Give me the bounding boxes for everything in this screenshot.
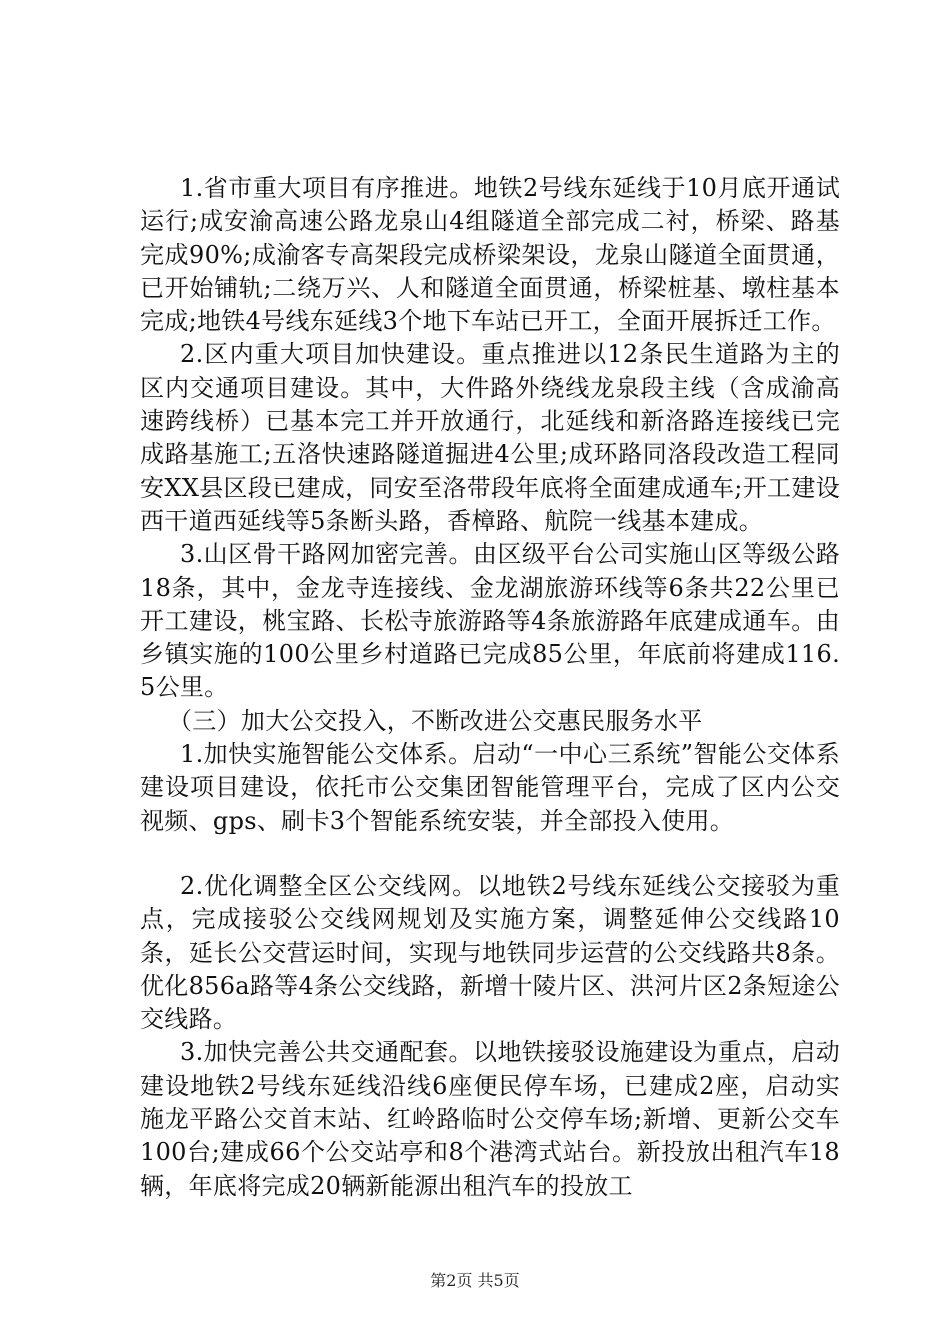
page-number-footer: 第2页 共5页	[430, 1271, 520, 1290]
paragraph-district-projects: 2.区内重大项目加快建设。重点推进以12条民生道路为主的区内交通项目建设。其中，大件路外绕线龙泉段主线（含成渝高速跨线桥）已基本完工并开放通行，北延线和新洛路连接线已完成路基施工;五洛快速路隧道掘进4公里;成环路同洛段改造工程同安XX县区段已建成，同安至洛带段年底将全面建成通车;开工建设西干道西延线等5条断头路，香樟路、航院一线基本建成。	[140, 340, 840, 535]
paragraph-smart-transit: 1.加快实施智能公交体系。启动“一中心三系统”智能公交体系建设项目建设，依托市公交集团智能管理平台，完成了区内公交视频、gps、刷卡3个智能系统安装，并全部投入使用。	[140, 740, 840, 835]
section-heading-public-transit: （三）加大公交投入，不断改进公交惠民服务水平	[168, 706, 703, 735]
document-body	[140, 172, 840, 1203]
paragraph-transit-facilities: 3.加快完善公共交通配套。以地铁接驳设施建设为重点，启动建设地铁2号线东延线沿线6座便民停车场，已建成2座，启动实施龙平路公交首末站、红岭路临时公交停车场;新增、更新公交车100台;建成66个公交站亭和8个港湾式站台。新投放出租汽车18辆，年底将完成20辆新能源出租汽车的投放工	[140, 1038, 840, 1200]
paragraph-mountain-roads: 3.山区骨干路网加密完善。由区级平台公司实施山区等级公路18条，其中，金龙寺连接线、金龙湖旅游环线等6条共22公里已开工建设，桃宝路、长松寺旅游路等4条旅游路年底建成通车。由乡镇实施的100公里乡村道路已完成85公里，年底前将建成116.5公里。	[140, 540, 840, 702]
paragraph-provincial-projects: 1.省市重大项目有序推进。地铁2号线东延线于10月底开通试运行;成安渝高速公路龙泉山4组隧道全部完成二衬，桥梁、路基完成90%;成渝客专高架段完成桥梁架设，龙泉山隧道全面贯通，已开始铺轨;二绕万兴、人和隧道全面贯通，桥梁桩基、墩柱基本完成;地铁4号线东延线3个地下车站已开工，全面开展拆迁工作。	[140, 174, 840, 336]
paragraph-bus-network: 2.优化调整全区公交线网。以地铁2号线东延线公交接驳为重点，完成接驳公交线网规划及实施方案，调整延伸公交线路10条，延长公交营运时间，实现与地铁同步运营的公交线路共8条。优化856a路等4条公交线路，新增十陵片区、洪河片区2条短途公交线路。	[140, 871, 840, 1034]
